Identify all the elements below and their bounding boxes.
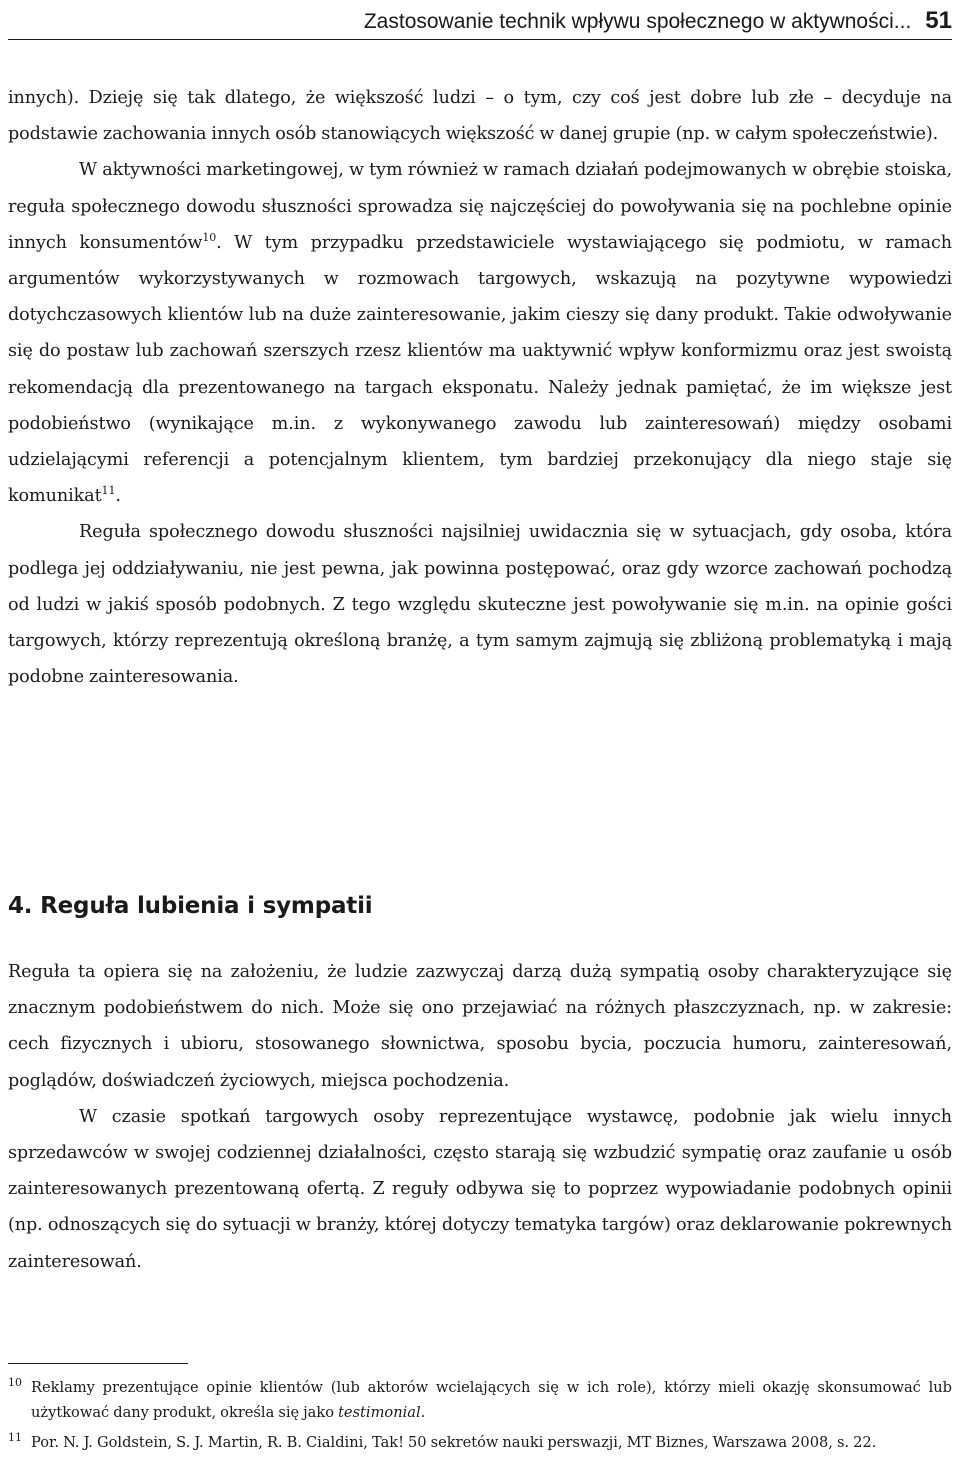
- header-rule: [8, 39, 952, 40]
- paragraph-text: W aktywności marketingowej, w tym również w ramach działań podejmowanych w obrębie stoiska, reguła społecznego dowodu słuszności sprowadza się najczęściej do powoływania się na pochlebne opinie innych konsumentów: [8, 160, 952, 253]
- footnote-text-end: .: [420, 1404, 426, 1421]
- footnote-rule: [8, 1363, 188, 1364]
- body-text-block: [8, 80, 952, 695]
- footnote-text: Por. N. J. Goldstein, S. J. Martin, R. B. Cialdini, Tak! 50 sekretów nauki perswazji, MT Biznes, Warszawa 2008, s. 22.: [31, 1434, 877, 1451]
- footnote: [8, 1430, 952, 1455]
- paragraph: W czasie spotkań targowych osoby reprezentujące wystawcę, podobnie jak wielu innych sprzedawców w swojej codziennej działalności, często starają się wzbudzić sympatię oraz zaufanie u osób zainteresowanych prezentowaną ofertą. Z reguły odbywa się to poprzez wypowiadanie podobnych opinii (np. odnoszących się do sytuacji w branży, której dotyczy tematyka targów) oraz deklarowanie pokrewnych zainteresowań.: [8, 1106, 952, 1272]
- footnotes: [8, 1375, 952, 1460]
- footnote-italic-term: testimonial: [338, 1404, 421, 1421]
- footnote-reference: 11: [101, 484, 116, 498]
- footnote-number: 11: [8, 1431, 22, 1444]
- paragraph: innych). Dzieję się tak dlatego, że większość ludzi – o tym, czy coś jest dobre lub złe – decyduje na podstawie zachowania innych osób stanowiących większość w danej grupie (np. w całym społeczeństwie).: [8, 88, 952, 145]
- page-number: 51: [925, 7, 952, 34]
- section-body: [8, 954, 952, 1280]
- running-title: Zastosowanie technik wpływu społecznego w aktywności...: [363, 10, 912, 33]
- paragraph: [8, 152, 952, 514]
- footnote-reference: 10: [202, 230, 217, 244]
- footnote-text: Reklamy prezentujące opinie klientów (lub aktorów wcielających się w ich role), którzy mieli okazję skonsumować lub użytkować dany produkt, określa się jako: [31, 1379, 952, 1421]
- footnote-number: 10: [8, 1376, 22, 1389]
- paragraph: Reguła ta opiera się na założeniu, że ludzie zazwyczaj darzą dużą sympatią osoby charakteryzujące się znacznym podobieństwem do nich. Może się ono przejawiać na różnych płaszczyznach, np. w zakresie: cech fizycznych i ubioru, stosowanego słownictwa, sposobu bycia, poczucia humoru, zainteresowań, poglądów, doświadczeń życiowych, miejsca pochodzenia.: [8, 962, 952, 1091]
- running-header: [8, 6, 952, 36]
- section-heading: 4. Reguła lubienia i sympatii: [8, 893, 373, 919]
- paragraph: Reguła społecznego dowodu słuszności najsilniej uwidacznia się w sytuacjach, gdy osoba, która podlega jej oddziaływaniu, nie jest pewna, jak powinna postępować, oraz gdy wzorce zachowań pochodzą od ludzi w jakiś sposób podobnych. Z tego względu skuteczne jest powoływanie się m.in. na opinie gości targowych, którzy reprezentują określoną branżę, a tym samym zajmują się zbliżoną problematyką i mają podobne zainteresowania.: [8, 522, 952, 688]
- paragraph-text: . W tym przypadku przedstawiciele wystawiającego się podmiotu, w ramach argumentów wykorzystywanych w rozmowach targowych, wskazują na pozytywne wypowiedzi dotychczasowych klientów lub na duże zainteresowanie, jakim cieszy się dany produkt. Takie odwoływanie się do postaw lub zachowań szerszych rzesz klientów ma uaktywnić wpływ konformizmu oraz jest swoistą rekomendacją dla prezentowanego na targach eksponatu. Należy jednak pamiętać, że im większe jest podobieństwo (wynikające m.in. z wykonywanego zawodu lub zainteresowań) między osobami udzielającymi referencji a potencjalnym klientem, tym bardziej przekonujący dla niego staje się komunikat: [8, 232, 952, 507]
- paragraph-text: .: [115, 486, 121, 507]
- footnote: [8, 1375, 952, 1425]
